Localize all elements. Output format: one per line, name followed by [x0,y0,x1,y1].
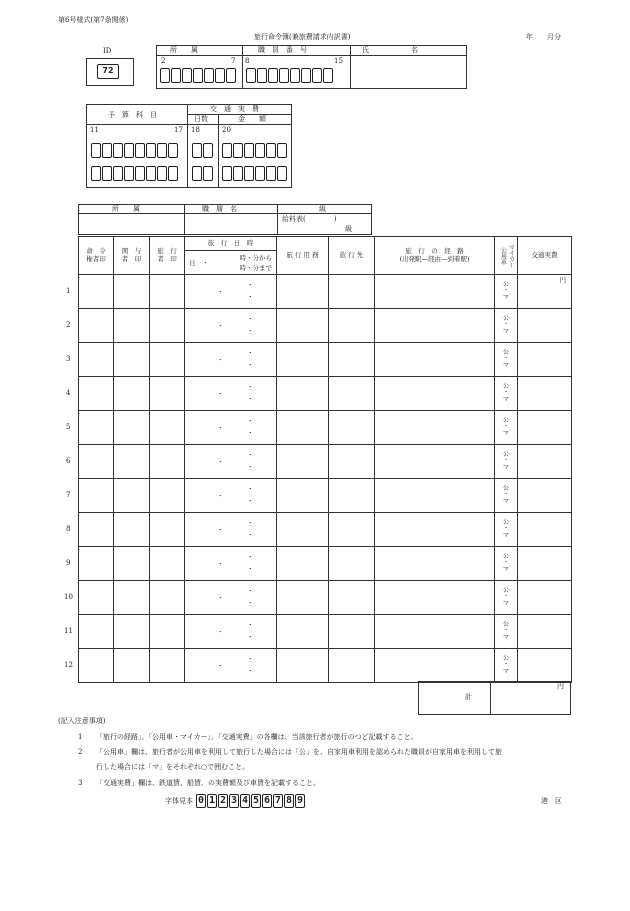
to-dot: ・ [247,395,254,403]
car-cell[interactable] [495,309,518,343]
pos-20: 20 [222,126,231,134]
day-dot: ・ [217,628,224,636]
day-dot: ・ [217,594,224,602]
traveler-seal-cell[interactable] [150,343,185,377]
destination-cell[interactable] [329,581,375,615]
destination-cell[interactable] [329,445,375,479]
to-dot: ・ [247,633,254,641]
involve-seal-cell[interactable] [114,649,150,683]
table-row [79,513,572,547]
row-number: 11 [64,627,73,635]
digit-sample: 9 [296,795,304,806]
row-number: 8 [66,525,71,533]
order-seal-cell[interactable] [79,275,114,309]
amount-label: 金 額 [238,115,266,123]
from-dot: ・ [247,349,254,357]
digit-sample: 5 [252,795,260,806]
digit-sample: 1 [208,795,216,806]
from-dot: ・ [247,519,254,527]
cost-cell[interactable] [518,275,572,309]
amount-boxes-2[interactable] [222,166,288,181]
row-number: 1 [66,287,71,295]
pos-11: 11 [90,126,99,134]
name-field[interactable] [351,56,466,88]
cost-cell[interactable] [518,309,572,343]
col-staff-number: 職 員 番 号 [258,46,307,54]
involve-seal-cell[interactable] [114,615,150,649]
header-car [495,237,518,275]
digit-sample: 4 [241,795,249,806]
route-cell[interactable] [375,275,495,309]
from-dot: ・ [247,281,254,289]
table-row [79,547,572,581]
id-label: ID [103,47,112,55]
to-dot: ・ [247,531,254,539]
id-value-box[interactable] [97,64,119,79]
destination-cell[interactable] [329,275,375,309]
id-value: 72 [102,66,114,75]
budget-label: 予 算 科 目 [108,111,157,119]
col-affiliation: 所 属 [170,46,198,54]
row-number: 12 [64,661,73,669]
cost-cell[interactable] [518,411,572,445]
table-row [79,343,572,377]
order-seal-cell[interactable] [79,581,114,615]
from-dot: ・ [247,587,254,595]
amount-boxes-1[interactable] [222,143,288,158]
table-row [79,649,572,683]
destination-cell[interactable] [329,547,375,581]
table-row [79,309,572,343]
purpose-cell[interactable] [277,513,329,547]
note-2a: 「公用車」欄は、旅行者が公用車を利用して旅行した場合には「公」を、自家用車利用を認められた職員が自家用車を利用して旅 [96,748,502,756]
route-cell[interactable] [375,377,495,411]
car-cell[interactable] [495,547,518,581]
order-seal-cell[interactable] [79,649,114,683]
purpose-cell[interactable] [277,581,329,615]
destination-cell[interactable] [329,513,375,547]
route-cell[interactable] [375,513,495,547]
traveler-seal-cell[interactable] [150,275,185,309]
table-row [79,275,572,309]
purpose-cell[interactable] [277,309,329,343]
header-cost: 交通実費 [518,237,572,275]
destination-cell[interactable] [329,343,375,377]
purpose-cell[interactable] [277,479,329,513]
car-cell[interactable] [495,445,518,479]
notes-heading: (記入注意事項) [58,717,106,725]
day-dot: ・ [217,390,224,398]
route-cell[interactable] [375,411,495,445]
traveler-seal-cell[interactable] [150,309,185,343]
days-label: 日数 [194,115,208,123]
route-cell[interactable] [375,547,495,581]
datetime-cell[interactable] [185,513,277,547]
note-3: 「交通実費」欄は、鉄道賃、船賃、の実費額及び車賃を記載すること。 [96,779,320,787]
total-yen: 円 [557,682,564,690]
row-number: 2 [66,321,71,329]
car-mark: 公 ・ マ [502,587,509,607]
order-seal-cell[interactable] [79,309,114,343]
datetime-cell[interactable] [185,547,277,581]
header-purpose: 旅 行 用 務 [277,237,329,275]
involve-seal-cell[interactable] [114,411,150,445]
cost-cell[interactable] [518,615,572,649]
purpose-cell[interactable] [277,275,329,309]
days-boxes-1[interactable] [192,143,214,158]
note-1-number: 1 [78,733,83,741]
from-dot: ・ [247,553,254,561]
day-dot: ・ [217,322,224,330]
destination-cell[interactable] [329,615,375,649]
col-name: 氏 名 [362,46,418,54]
traveler-seal-cell[interactable] [150,411,185,445]
info-affiliation: 所 属 [112,205,140,213]
note-2-number: 2 [78,748,83,756]
order-seal-cell[interactable] [79,445,114,479]
cost-cell[interactable] [518,581,572,615]
traveler-seal-cell[interactable] [150,377,185,411]
day-dot: ・ [217,458,224,466]
days-boxes-2[interactable] [192,166,214,181]
cost-cell[interactable] [518,513,572,547]
traveler-seal-cell[interactable] [150,445,185,479]
table-row [79,581,572,615]
travel-table [78,236,572,683]
table-row [79,377,572,411]
datetime-cell[interactable] [185,343,277,377]
involve-seal-cell[interactable] [114,343,150,377]
year-month: 年 月分 [526,33,561,41]
day-dot: ・ [217,424,224,432]
cost-cell[interactable] [518,343,572,377]
cost-cell[interactable] [518,445,572,479]
cost-cell[interactable] [518,377,572,411]
header-from: 時・分から [239,254,272,262]
car-cell[interactable] [495,615,518,649]
info-rank: 職 層 名 [202,205,237,213]
row-number: 5 [66,423,71,431]
header-car-private: マイカー [507,243,515,268]
row-number: 9 [66,559,71,567]
route-cell[interactable] [375,479,495,513]
traveler-seal-cell[interactable] [150,547,185,581]
digit-sample: 0 [197,795,205,806]
route-cell[interactable] [375,445,495,479]
to-dot: ・ [247,667,254,675]
digit-sample: 6 [263,795,271,806]
header-to: 時・分まで [239,264,272,272]
day-dot: ・ [217,526,224,534]
header-route: 旅 行 の 経 路 (出発駅―経由―到着駅) [375,237,495,275]
car-cell[interactable] [495,377,518,411]
route-cell[interactable] [375,615,495,649]
route-cell[interactable] [375,309,495,343]
header-car-public: 公用車 [499,246,507,265]
order-seal-cell[interactable] [79,343,114,377]
day-dot: ・ [217,560,224,568]
car-cell[interactable] [495,479,518,513]
affiliation-code-boxes[interactable] [160,68,237,83]
row-number: 3 [66,355,71,363]
pos-2: 2 [161,57,166,65]
digit-sample: 8 [285,795,293,806]
datetime-cell[interactable] [185,275,277,309]
traveler-seal-cell[interactable] [150,649,185,683]
to-dot: ・ [247,463,254,471]
datetime-cell[interactable] [185,411,277,445]
from-dot: ・ [247,451,254,459]
cost-cell[interactable] [518,479,572,513]
note-2b: 行した場合には「マ」をそれぞれ○で囲むこと。 [96,763,250,771]
header-destination: 旅 行 先 [329,237,375,275]
order-seal-cell[interactable] [79,479,114,513]
involve-seal-cell[interactable] [114,445,150,479]
header-traveler-seal: 旅 行 者 印 [150,237,185,275]
header-order-seal: 命 令 権者印 [79,237,114,275]
destination-cell[interactable] [329,309,375,343]
form-number: 第6号様式(第7条関係) [58,16,129,24]
to-dot: ・ [247,327,254,335]
car-mark: 公 ・ マ [502,519,509,539]
cost-cell[interactable] [518,649,572,683]
car-mark: 公 ・ マ [502,281,509,301]
header-datetime-detail [185,251,277,275]
note-3-number: 3 [78,779,83,787]
datetime-cell[interactable] [185,309,277,343]
datetime-cell[interactable] [185,445,277,479]
car-mark: 公 ・ マ [502,485,509,505]
car-mark: 公 ・ マ [502,349,509,369]
to-dot: ・ [247,429,254,437]
total-label: 計 [465,693,472,701]
purpose-cell[interactable] [277,411,329,445]
pos-18: 18 [191,126,200,134]
involve-seal-cell[interactable] [114,275,150,309]
datetime-cell[interactable] [185,377,277,411]
car-cell[interactable] [495,411,518,445]
pos-8: 8 [245,57,250,65]
from-dot: ・ [247,383,254,391]
purpose-cell[interactable] [277,615,329,649]
table-row [79,479,572,513]
involve-seal-cell[interactable] [114,309,150,343]
order-seal-cell[interactable] [79,377,114,411]
digit-sample-label: 字体見本 [165,797,193,805]
purpose-cell[interactable] [277,377,329,411]
purpose-cell[interactable] [277,343,329,377]
car-cell[interactable] [495,343,518,377]
budget-code-boxes-2[interactable] [91,166,179,181]
table-row [79,411,572,445]
car-mark: 公 ・ マ [502,553,509,573]
purpose-cell[interactable] [277,649,329,683]
row-number: 6 [66,457,71,465]
day-dot: ・ [217,492,224,500]
cost-yen: 円 [559,276,566,284]
car-cell[interactable] [495,513,518,547]
involve-seal-cell[interactable] [114,581,150,615]
digit-samples [196,794,306,808]
info-grade: 級 [319,205,326,213]
day-dot: ・ [217,356,224,364]
datetime-cell[interactable] [185,581,277,615]
form-title: 旅行命令簿(兼旅費請求内訳書) [254,33,351,41]
pos-15: 15 [334,57,343,65]
traveler-seal-cell[interactable] [150,513,185,547]
from-dot: ・ [247,655,254,663]
to-dot: ・ [247,599,254,607]
pos-17: 17 [174,126,183,134]
order-seal-cell[interactable] [79,411,114,445]
route-cell[interactable] [375,649,495,683]
from-dot: ・ [247,485,254,493]
car-mark: 公 ・ マ [502,383,509,403]
datetime-cell[interactable] [185,615,277,649]
order-seal-cell[interactable] [79,615,114,649]
digit-sample: 2 [219,795,227,806]
budget-code-boxes-1[interactable] [91,143,179,158]
involve-seal-cell[interactable] [114,547,150,581]
purpose-cell[interactable] [277,445,329,479]
header-day: 日 ・ [189,259,209,267]
involve-seal-cell[interactable] [114,479,150,513]
row-number: 7 [66,491,71,499]
total-amount[interactable] [491,682,570,714]
row-number: 10 [64,593,73,601]
car-mark: 公 ・ マ [502,315,509,335]
destination-cell[interactable] [329,411,375,445]
route-cell[interactable] [375,581,495,615]
datetime-cell[interactable] [185,649,277,683]
to-dot: ・ [247,497,254,505]
cost-cell[interactable] [518,547,572,581]
involve-seal-cell[interactable] [114,377,150,411]
transport-label: 交 通 実 費 [210,105,259,113]
car-mark: 公 ・ マ [502,621,509,641]
car-cell[interactable] [495,649,518,683]
day-dot: ・ [217,288,224,296]
destination-cell[interactable] [329,377,375,411]
car-cell[interactable] [495,275,518,309]
traveler-seal-cell[interactable] [150,581,185,615]
route-cell[interactable] [375,343,495,377]
to-dot: ・ [247,293,254,301]
destination-cell[interactable] [329,649,375,683]
staff-number-boxes[interactable] [246,68,334,83]
to-dot: ・ [247,361,254,369]
digit-sample: 7 [274,795,282,806]
ward-name: 港 区 [541,797,562,805]
grade-suffix: 級 [345,225,352,233]
car-cell[interactable] [495,581,518,615]
datetime-cell[interactable] [185,479,277,513]
destination-cell[interactable] [329,479,375,513]
pos-7: 7 [231,57,236,65]
to-dot: ・ [247,565,254,573]
traveler-seal-cell[interactable] [150,479,185,513]
car-mark: 公 ・ マ [502,451,509,471]
traveler-seal-cell[interactable] [150,615,185,649]
table-row [79,445,572,479]
row-number: 4 [66,389,71,397]
salary-table-label: 給料表( ) [282,215,337,223]
car-mark: 公 ・ マ [502,417,509,437]
digit-sample: 3 [230,795,238,806]
note-1: 「旅行の経路」、「公用車・マイカー」、「交通実費」の各欄は、当該旅行者が旅行のつど記載すること。 [96,733,418,741]
car-mark: 公 ・ マ [502,655,509,675]
header-datetime: 旅 行 日 時 [185,237,277,251]
header-involve-seal: 関 与 者 印 [114,237,150,275]
involve-seal-cell[interactable] [114,513,150,547]
from-dot: ・ [247,417,254,425]
order-seal-cell[interactable] [79,513,114,547]
from-dot: ・ [247,315,254,323]
day-dot: ・ [217,662,224,670]
purpose-cell[interactable] [277,547,329,581]
from-dot: ・ [247,621,254,629]
order-seal-cell[interactable] [79,547,114,581]
table-row [79,615,572,649]
